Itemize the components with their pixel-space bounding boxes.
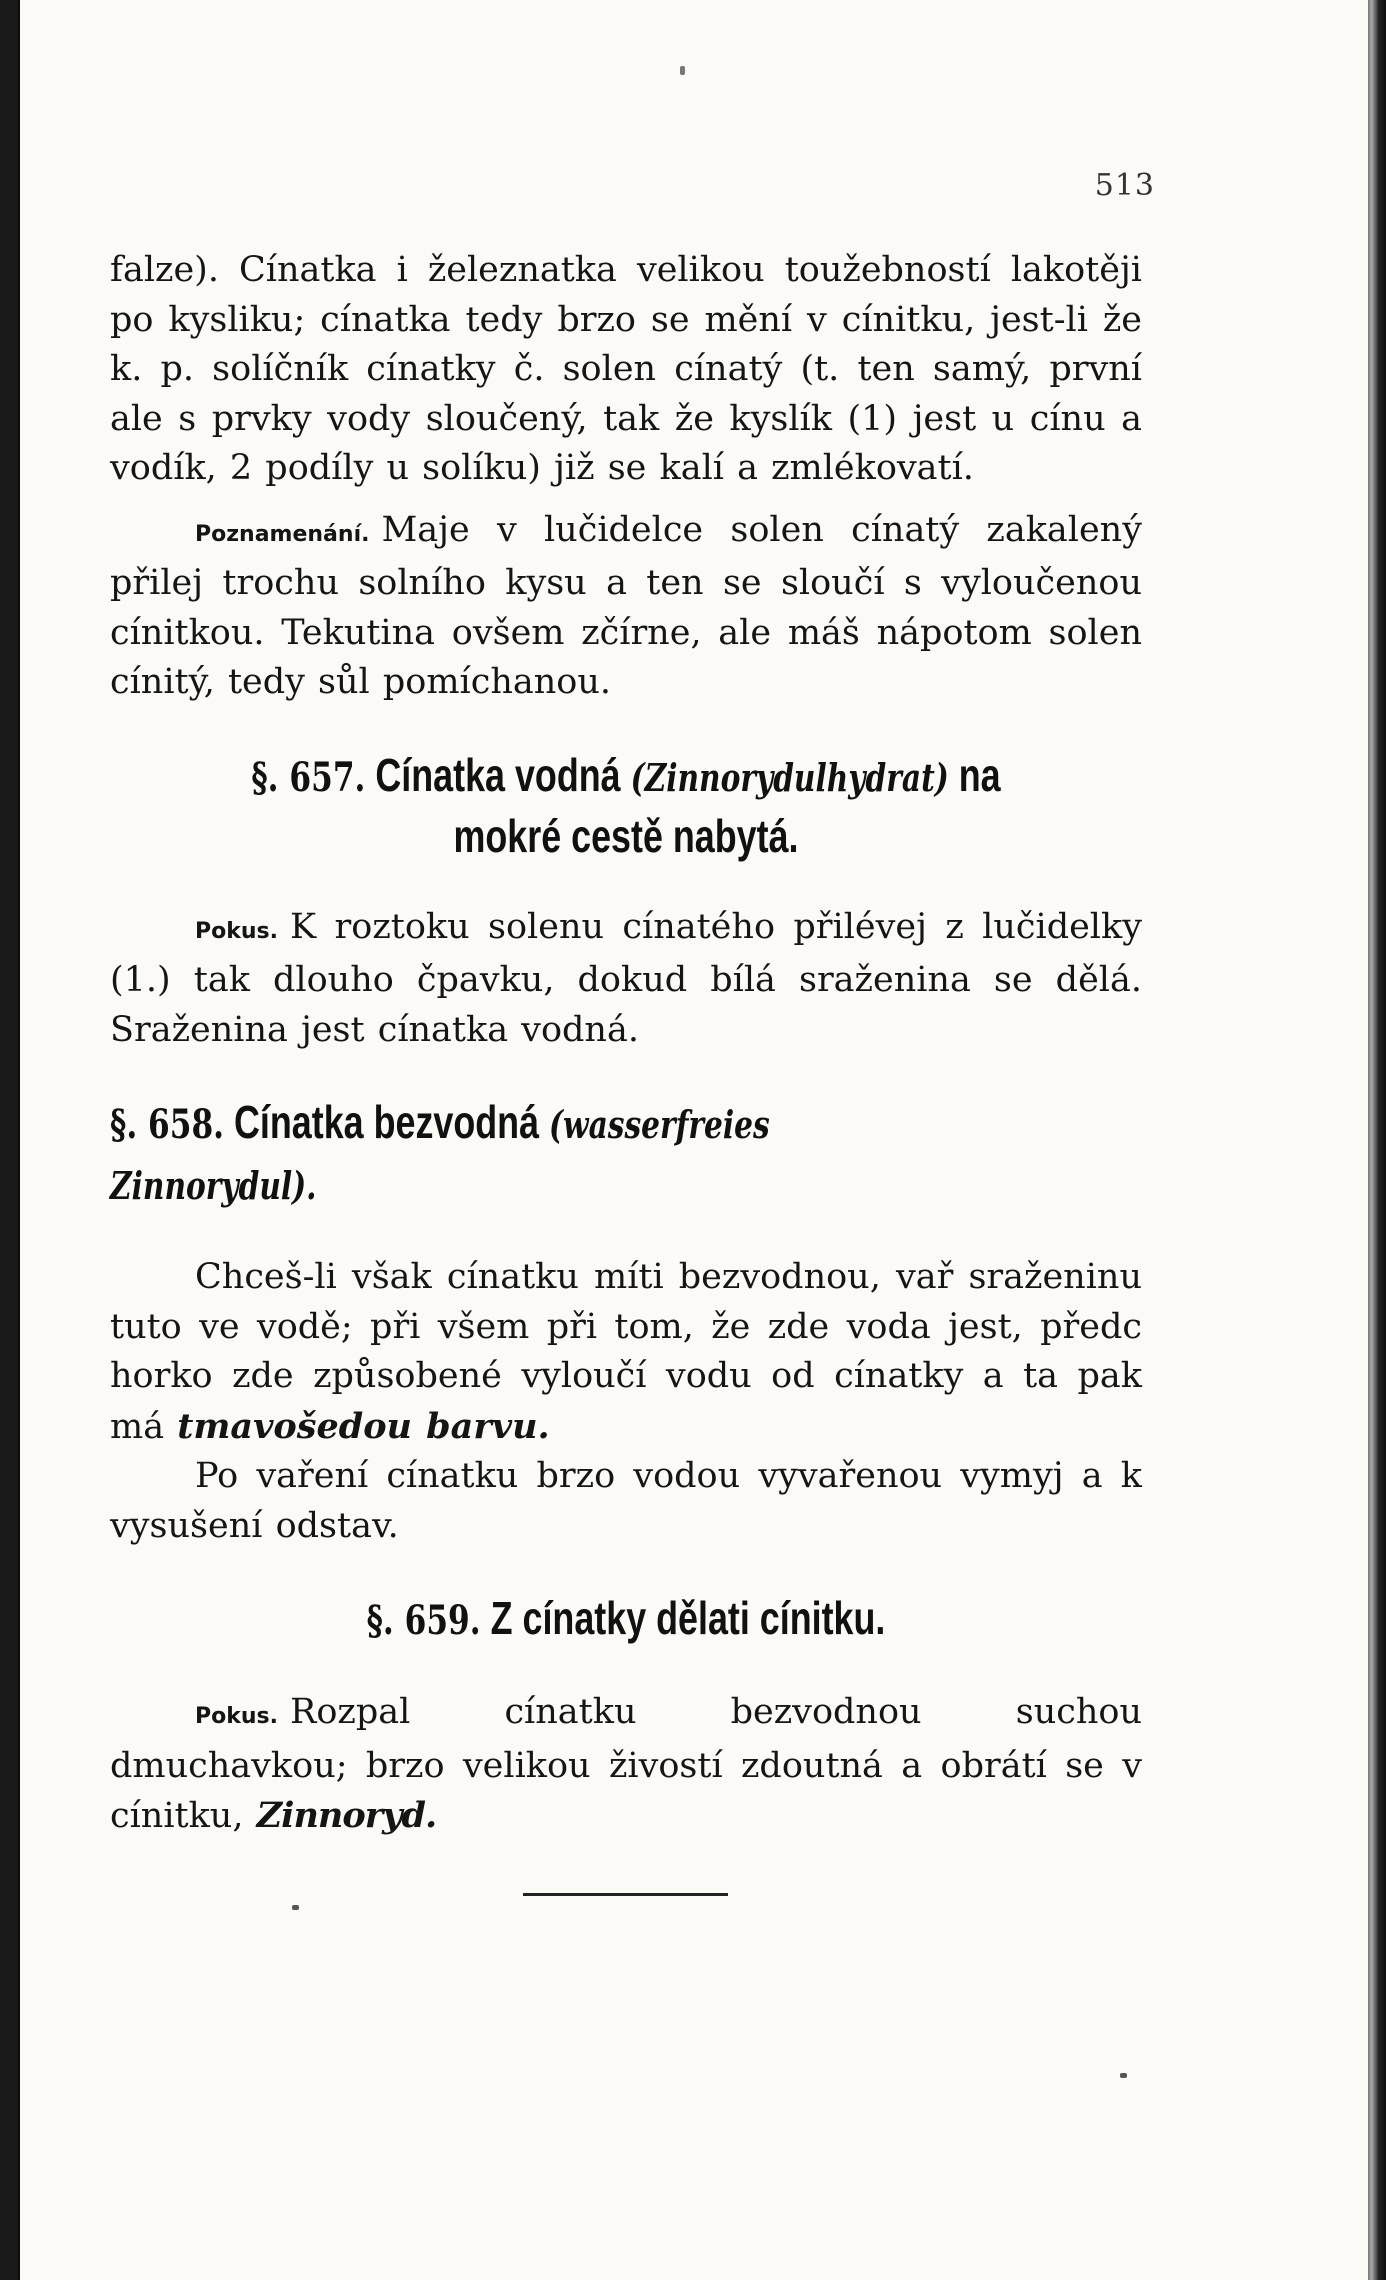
note-paragraph bbox=[110, 506, 1142, 708]
section-658-heading bbox=[110, 1093, 915, 1215]
paragraph-text: Po vaření cínatku brzo vodou vyvařenou vymyj a k vysušení odstav. bbox=[110, 1456, 1142, 1546]
section-number: §. 659. bbox=[366, 1597, 481, 1644]
print-speck bbox=[1120, 2073, 1127, 2078]
experiment-text: K roztoku solenu cínatého přilévej z lučidelky (1.) tak dlouho čpavku, dokud bílá sraženina se dělá. Sraženina jest cínatka vodná. bbox=[110, 906, 1142, 1050]
section-title: Cínatka vodná bbox=[375, 748, 621, 801]
book-gutter bbox=[0, 0, 18, 2280]
section-number: §. 657. bbox=[251, 753, 366, 801]
section-german-term: (Zinnorydulhydrat) bbox=[630, 754, 949, 800]
section-german-term: (wasserfreies Zinnorydul). bbox=[110, 1102, 770, 1208]
paragraph-text: Chceš-li však cínatku míti bezvodnou, vař sraženinu tuto ve vodě; při všem při tom, že zde voda jest, předc horko zde způsobené vyloučí vodu od cínatky a ta pak má bbox=[110, 1257, 1142, 1447]
section-number: §. 658. bbox=[110, 1101, 225, 1148]
print-speck bbox=[292, 1905, 299, 1910]
experiment-label: Pokus. bbox=[195, 918, 278, 944]
print-speck bbox=[680, 66, 685, 75]
emphasized-text: tmavošedou barvu. bbox=[177, 1405, 550, 1447]
experiment-paragraph bbox=[110, 903, 1142, 1056]
section-659-heading bbox=[224, 1589, 1029, 1650]
paragraph-text: falze). Cínatka i železnatka velikou toužebností lakotěji po kysliku; cínatka tedy brzo se mění v cínitku, jest-li že k. p. solíčník cínatky č. solen cínatý (t. ten samý, první ale s prvky vody sloučený, tak že kyslík (1) jest u cínu a vodík, 2 podíly u solíku) již se kalí a zmlékovatí. bbox=[110, 250, 1142, 488]
section-657-heading bbox=[224, 746, 1029, 865]
end-rule bbox=[523, 1893, 728, 1896]
section-title: Z cínatky dělati cínitku. bbox=[490, 1592, 886, 1644]
section-title-rest: na mokré cestě nabytá. bbox=[453, 748, 1001, 862]
note-text: Maje v lučidelce solen cínatý zakalený přilej trochu solního kysu a ten se sloučí s vyloučenou cínitkou. Tekutina ovšem zčírne, ale máš nápotom solen cínitý, tedy sůl pomíchanou. bbox=[110, 509, 1142, 702]
experiment-paragraph bbox=[110, 1688, 1142, 1842]
section-title: Cínatka bezvodná bbox=[234, 1096, 540, 1148]
page-edge bbox=[1368, 0, 1386, 2280]
paragraph bbox=[110, 1452, 1142, 1551]
page-number: 513 bbox=[1094, 168, 1155, 203]
german-term: Zinnoryd. bbox=[256, 1795, 437, 1836]
page-text bbox=[110, 246, 1142, 1842]
experiment-label: Pokus. bbox=[195, 1704, 278, 1729]
paragraph bbox=[110, 1253, 1142, 1452]
paragraph bbox=[110, 246, 1142, 494]
experiment-text: Rozpal cínatku bezvodnou suchou dmuchavkou; brzo velikou živostí zdoutná a obrátí se v cínitku, bbox=[110, 1692, 1142, 1836]
note-label: Poznamenání. bbox=[195, 521, 370, 547]
